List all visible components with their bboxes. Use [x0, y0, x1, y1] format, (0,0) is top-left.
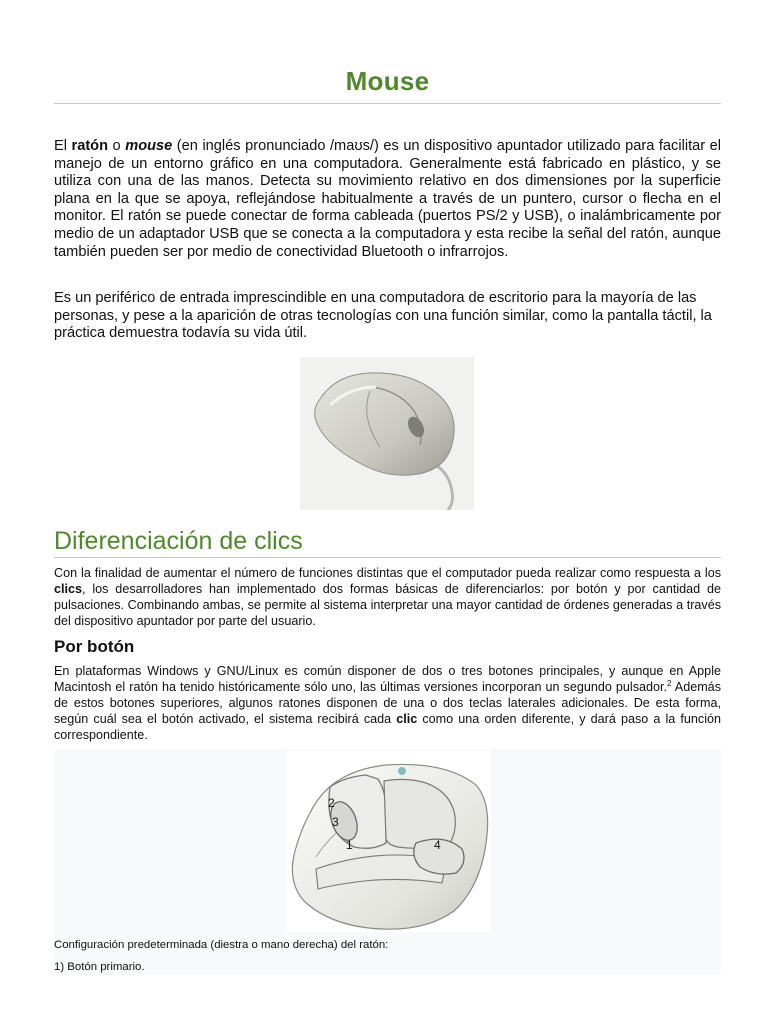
term-clic: clic	[396, 712, 418, 726]
title-divider	[54, 103, 721, 104]
button-label-3: 3	[332, 815, 339, 829]
intro-text-1: El	[54, 138, 72, 154]
term-clics: clics	[54, 582, 83, 596]
mouse-photo	[300, 357, 474, 510]
section-text-1: Con la finalidad de aumentar el número de funciones distintas que el computador pueda realizar como respuesta a los	[54, 566, 721, 580]
term-raton: ratón	[71, 138, 109, 154]
section-heading: Diferenciación de clics	[54, 527, 303, 555]
term-mouse: mouse	[125, 138, 173, 154]
button-label-4: 4	[434, 838, 441, 852]
footnote-ref[interactable]: 2	[667, 678, 672, 688]
figure-caption: Configuración predeterminada (diestra o mano derecha) del ratón:	[54, 939, 389, 951]
page-title: Mouse	[345, 66, 430, 96]
subsection-heading: Por botón	[54, 637, 135, 656]
subsection-text-2: Además de estos botones superiores, algunos ratones disponen de una o dos teclas laterales adicionales. De esta forma, según cuál sea el botón activado, el sistema recibirá cada	[54, 680, 721, 726]
intro-text-3: (en inglés pronunciado /maʊs/) es un dispositivo apuntador utilizado para facilitar el manejo de un entorno gráfico en una computadora. Generalmente está fabricado en plástico, y se utiliza con una de las manos. Detecta su movimiento relativo en dos dimensiones por la superficie plana en la que se apoya, reflejándose habitualmente a través de un puntero, cursor o flecha en el monitor. El ratón se puede conectar de forma cableada (puertos PS/2 y USB), o inalámbricamente por medio de un adaptador USB que se conecta a la computadora y esta recibe la señal del ratón, aunque también pueden ser por medio de conectividad Bluetooth o infrarrojos.	[54, 138, 722, 260]
button-label-1: 1	[346, 838, 353, 852]
intro-paragraph-1	[54, 138, 721, 261]
button-label-2: 2	[328, 796, 335, 810]
section-divider	[54, 557, 721, 558]
section-text-2: , los desarrolladores han implementado dos formas básicas de diferenciarlos: por botón y por cantidad de pulsaciones. Combinando ambas, se permite al sistema interpretar una mayor cantidad de órdenes generadas a través del dispositivo apuntador por parte del usuario.	[54, 582, 721, 628]
subsection-text-3: como una orden diferente, y dará paso a la función correspondiente.	[54, 712, 721, 742]
intro-text-2: o	[108, 138, 126, 154]
figure-list-item: 1) Botón primario.	[54, 961, 145, 973]
mouse-buttons-diagram	[286, 751, 491, 932]
section-paragraph	[54, 565, 721, 629]
intro-paragraph-2: Es un periférico de entrada imprescindible en una computadora de escritorio para la mayoría de las personas, y pese a la aparición de otras tecnologías con una función similar, como la pantalla táctil, la práctica demuestra todavía su vida útil.	[54, 290, 712, 342]
subsection-paragraph	[54, 663, 721, 743]
subsection-text-1: En plataformas Windows y GNU/Linux es común disponer de dos o tres botones principales, y aunque en Apple Macintosh el ratón ha tenido históricamente sólo uno, las últimas versiones incorporan un segundo pulsador.	[54, 664, 721, 694]
